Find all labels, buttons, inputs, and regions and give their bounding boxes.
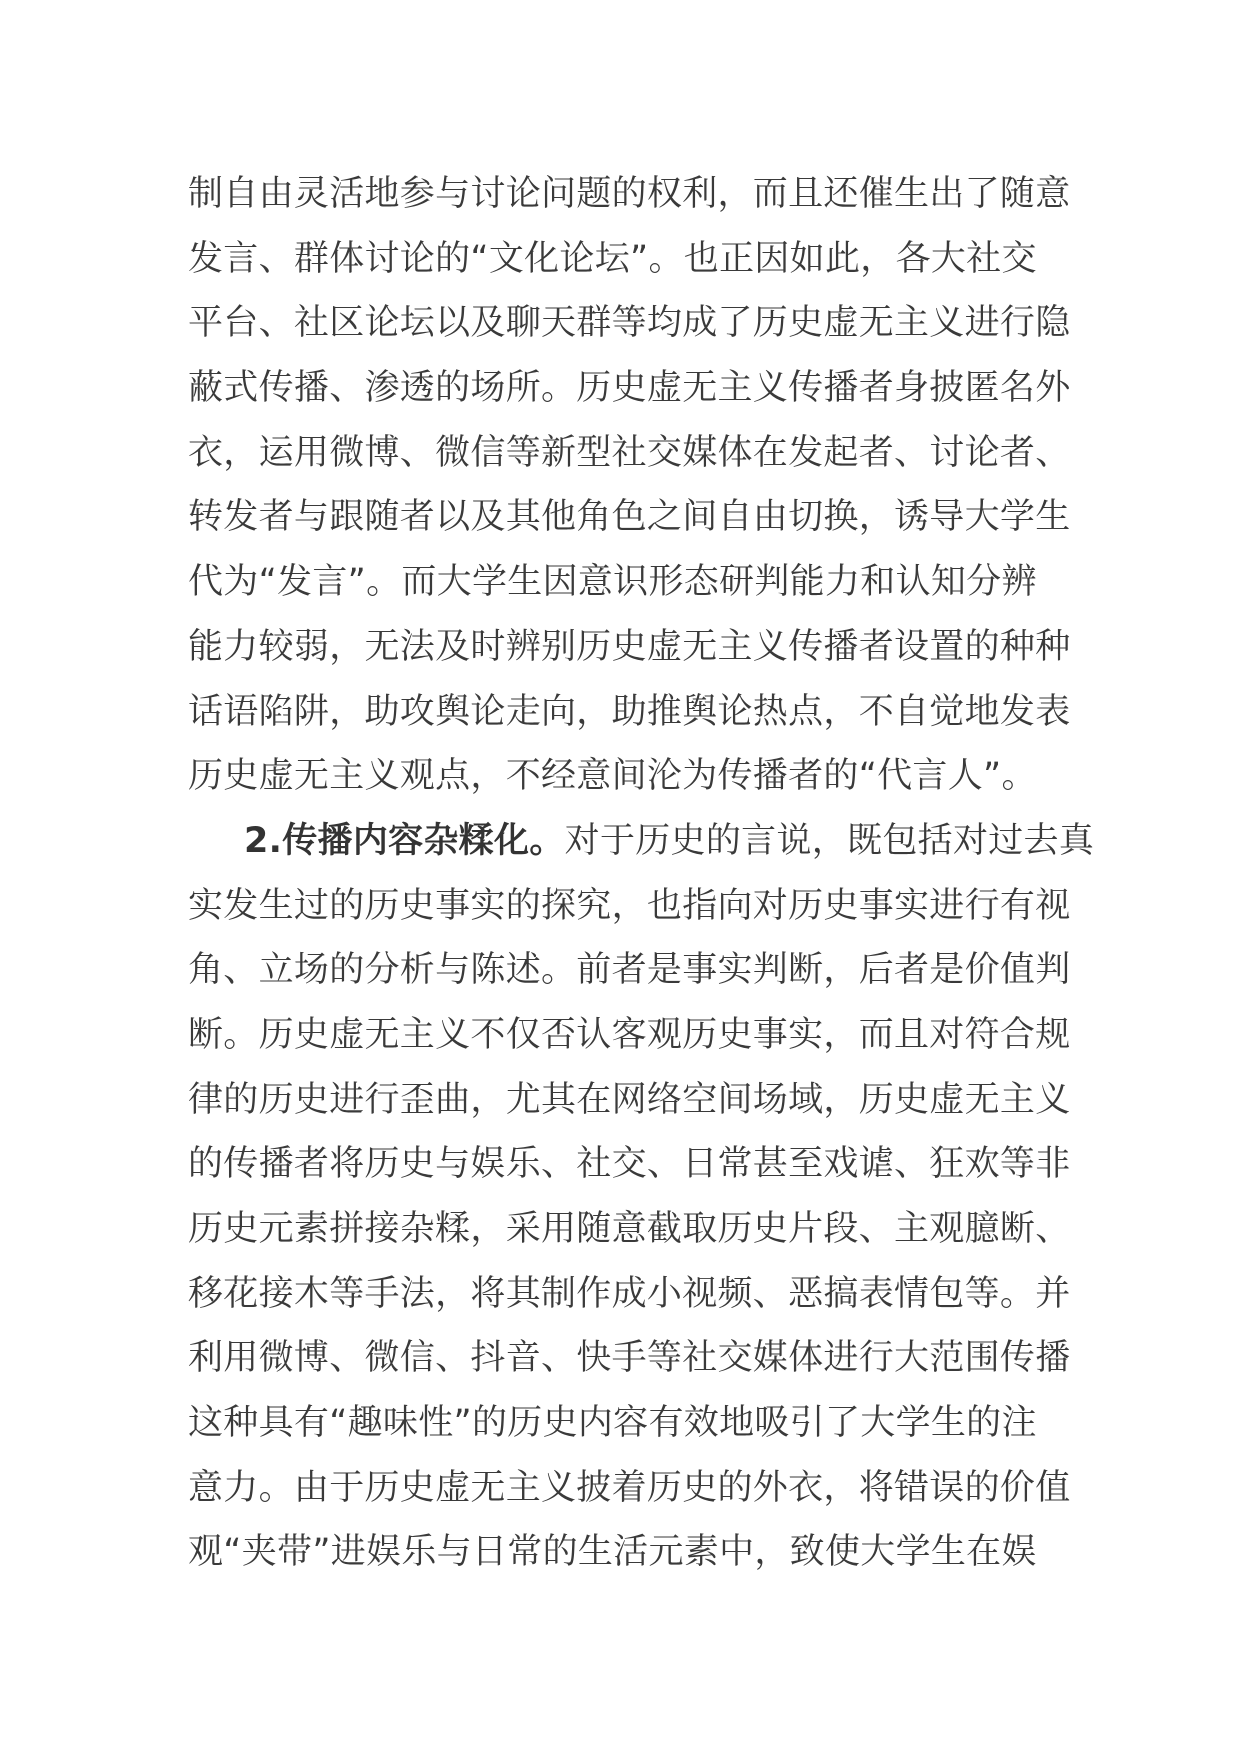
text-line: 代为“发言”。而大学生因意识形态研判能力和认知分辨: [188, 562, 1037, 603]
document-page: [188, 162, 1095, 1585]
text-line: 转发者与跟随者以及其他角色之间自由切换，诱导大学生: [188, 497, 1071, 538]
text-line: 蔽式传播、渗透的场所。历史虚无主义传播者身披匿名外: [188, 368, 1071, 409]
text-line: 律的历史进行歪曲，尤其在网络空间场域，历史虚无主义: [188, 1079, 1071, 1120]
text-line: 历史虚无主义观点，不经意间沦为传播者的“代言人”。: [188, 756, 1037, 797]
paragraph-first-line: [188, 809, 1095, 874]
text-line: 发言、群体讨论的“文化论坛”。也正因如此，各大社交: [188, 238, 1037, 279]
section-heading: 2.传播内容杂糅化。: [244, 820, 565, 861]
paragraph-1: [188, 162, 1071, 809]
text-line: 历史元素拼接杂糅，采用随意截取历史片段、主观臆断、: [188, 1209, 1071, 1249]
text-line: 利用微博、微信、抖音、快手等社交媒体进行大范围传播: [188, 1338, 1071, 1379]
text-line: 衣，运用微博、微信等新型社交媒体在发起者、讨论者、: [188, 432, 1071, 473]
text-line: 这种具有“趣味性”的历史内容有效地吸引了大学生的注: [188, 1403, 1037, 1444]
text-line: 制自由灵活地参与讨论问题的权利，而且还催生出了随意: [188, 174, 1071, 214]
text-line: 实发生过的历史事实的探究，也指向对历史事实进行有视: [188, 885, 1071, 926]
text-line: 话语陷阱，助攻舆论走向，助推舆论热点，不自觉地发表: [188, 691, 1071, 732]
text-line: 能力较弱，无法及时辨别历史虚无主义传播者设置的种种: [188, 626, 1071, 667]
text-run: 对于历史的言说，既包括对过去真: [564, 820, 1095, 861]
text-line: 移花接木等手法，将其制作成小视频、恶搞表情包等。并: [188, 1273, 1071, 1314]
text-line: 平台、社区论坛以及聊天群等均成了历史虚无主义进行隐: [188, 303, 1071, 344]
paragraph-2: [188, 809, 1095, 1585]
text-line: 断。历史虚无主义不仅否认客观历史事实，而且对符合规: [188, 1014, 1071, 1055]
text-line: 角、立场的分析与陈述。前者是事实判断，后者是价值判: [188, 950, 1071, 991]
text-line: 观“夹带”进娱乐与日常的生活元素中，致使大学生在娱: [188, 1532, 1037, 1573]
text-line: 意力。由于历史虚无主义披着历史的外衣，将错误的价值: [188, 1467, 1071, 1508]
text-line: 的传播者将历史与娱乐、社交、日常甚至戏谑、狂欢等非: [188, 1144, 1071, 1185]
